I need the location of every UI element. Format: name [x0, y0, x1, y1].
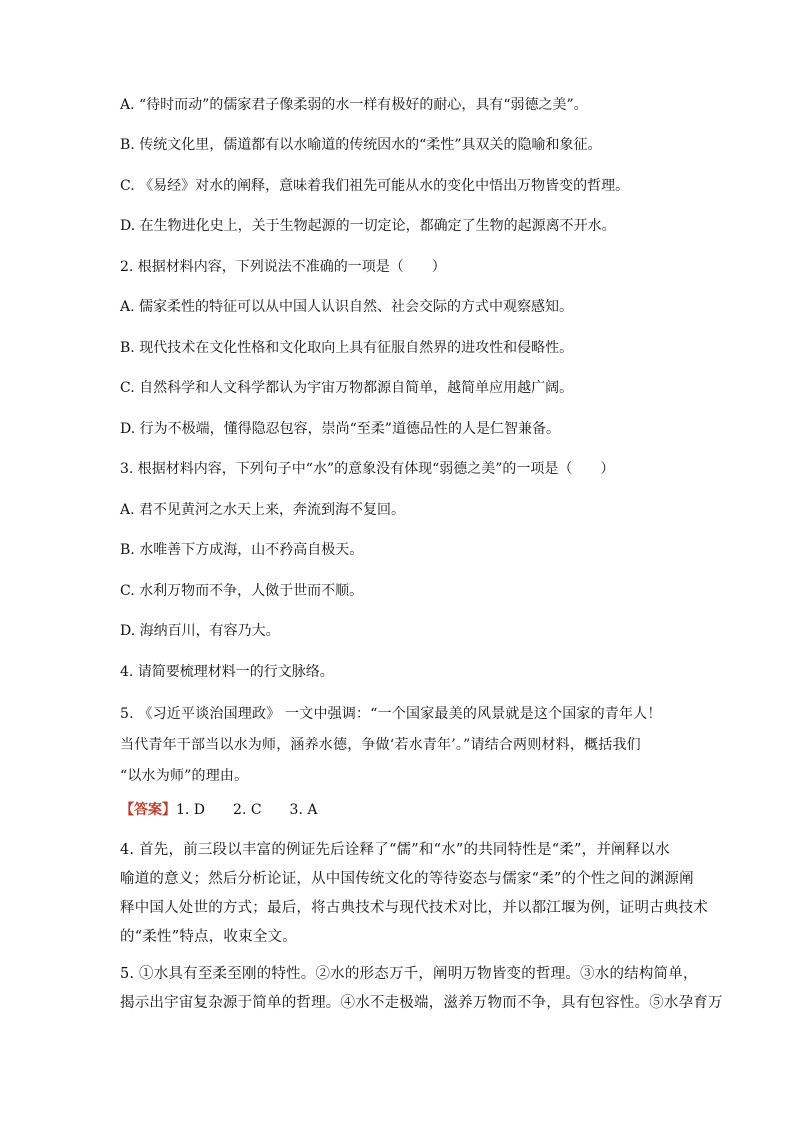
q3-option-d: D. 海纳百川，有容乃大。	[120, 623, 280, 639]
q2-stem: 2. 根据材料内容，下列说法不准确的一项是（ ）	[120, 259, 446, 275]
answer-4-line: 的“柔性”特点，收束全文。	[120, 929, 297, 945]
answer-5-line: 揭示出宇宙复杂源于简单的哲理。④水不走极端，滋养万物而不争，具有包容性。⑤水孕育万	[120, 995, 723, 1011]
q1-option-b: B. 传统文化里，儒道都有以水喻道的传统因水的“柔性”具双关的隐喻和象征。	[120, 137, 602, 153]
q5-line: 当代青年干部当以水为师，涵养水德，争做‘若水青年’。”请结合两则材料，概括我们	[120, 737, 641, 753]
q5-stem	[120, 699, 680, 792]
q3-stem: 3. 根据材料内容，下列句子中“水”的意象没有体现“弱德之美”的一项是（ ）	[120, 461, 615, 477]
q1-option-a: A. “待时而动”的儒家君子像柔弱的水一样有极好的耐心，具有“弱德之美”。	[120, 97, 588, 113]
q4-stem: 4. 请简要梳理材料一的行文脉络。	[120, 664, 334, 680]
q2-option-c: C. 自然科学和人文科学都认为宇宙万物都源自简单，越简单应用越广阔。	[120, 380, 574, 396]
answer-choices: 1. D 2. C 3. A	[176, 802, 318, 818]
q2-option-a: A. 儒家柔性的特征可以从中国人认识自然、社会交际的方式中观察感知。	[120, 299, 574, 315]
q3-option-c: C. 水利万物而不争，人傚于世而不顺。	[120, 583, 364, 599]
q1-option-d: D. 在生物进化史上，关于生物起源的一切定论，都确定了生物的起源离不开水。	[120, 218, 616, 234]
q3-option-a: A. 君不见黄河之水天上来，奔流到海不复回。	[120, 502, 406, 518]
answer-5-line: 5. ①水具有至柔至刚的特性。②水的形态万千，阐明万物皆变的哲理。③水的结构简单，	[120, 966, 698, 982]
q2-option-b: B. 现代技术在文化性格和文化取向上具有征服自然界的进攻性和侵略性。	[120, 340, 574, 356]
q5-line: 5. 《习近平谈治国理政》 一文中强调：“一个国家最美的风景就是这个国家的青年人！	[120, 706, 662, 722]
answer-key	[120, 800, 690, 820]
answer-4-line: 喻道的意义；然后分析论证，从中国传统文化的等待姿态与儒家“柔”的个性之间的渊源阐	[120, 871, 694, 887]
q5-line: “以水为师”的理由。	[120, 768, 249, 784]
q2-option-d: D. 行为不极端，懂得隐忍包容，崇尚“至柔”道德品性的人是仁智兼备。	[120, 421, 560, 437]
q3-option-b: B. 水唯善下方成海，山不矜高自极天。	[120, 542, 364, 558]
answer-4	[120, 836, 708, 952]
q1-option-c: C. 《易经》对水的阐释，意味着我们祖先可能从水的变化中悟出万物皆变的哲理。	[120, 178, 630, 194]
answer-label: 【答案】	[120, 802, 176, 818]
answer-4-line: 4. 首先，前三段以丰富的例证先后诠释了“儒”和“水”的共同特性是“柔”，并阐释以水	[120, 842, 670, 858]
answer-5	[120, 960, 723, 1018]
answer-4-line: 释中国人处世的方式；最后，将古典技术与现代技术对比，并以都江堰为例，证明古典技术	[120, 900, 708, 916]
